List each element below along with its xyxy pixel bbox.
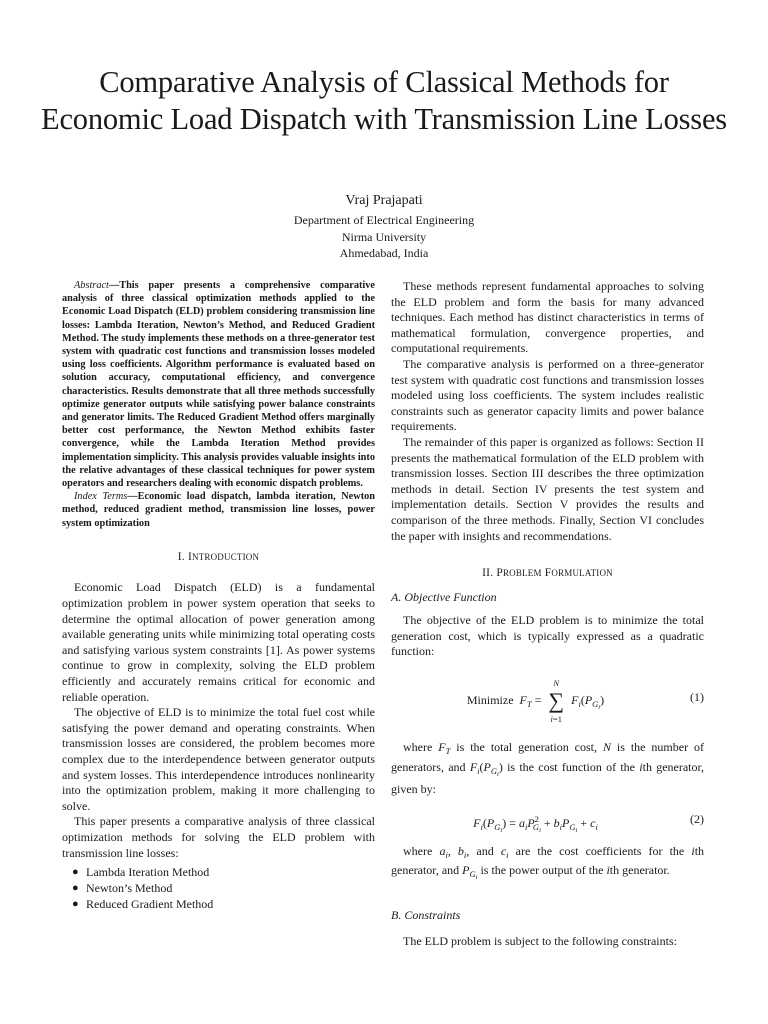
abstract-lead: Abstract bbox=[74, 280, 109, 291]
intro-paragraph-2: The objective of ELD is to minimize the total fuel cost while satisfying the power demand and operating constraints. When transmission losses are considered, the problem becomes more complex due to the interdependence between generator outputs and system losses. This interdependence introduces nonlinearity into the optimization problem, making it more challenging to solve. bbox=[62, 705, 375, 813]
equation-2-explanation: where $a_i$, $b_i$, and $c_i$ are the cost coefficients for the ith generator, and $P_{G_i}$ is the power output of the ith generator. bbox=[391, 843, 705, 882]
objective-paragraph: The objective of the ELD problem is to minimize the total generation cost, which is typically expressed as a quadratic function: bbox=[391, 613, 704, 659]
author-block bbox=[0, 190, 768, 262]
intro-paragraph-1: Economic Load Dispatch (ELD) is a fundamental optimization problem in power system operation that seeks to determine the optimal allocation of power generation among available generating units while minimizing total operating costs and satisfying various system constraints [1]. As power systems continue to grow in complexity, solving the ELD problem efficiently and accurately remains critical for economic and reliable operation. bbox=[62, 580, 375, 704]
author-department: Department of Electrical Engineering bbox=[293, 213, 475, 227]
author-name: Vraj Prajapati bbox=[345, 193, 423, 208]
summation-icon: ∑ N i=1 bbox=[548, 678, 565, 725]
bullet-icon: ● bbox=[72, 897, 79, 910]
list-item: ● Newton’s Method bbox=[72, 880, 173, 895]
equation-1-number: (1) bbox=[690, 690, 704, 705]
section-heading-problem-formulation: II. PROBLEM FORMULATION bbox=[482, 567, 613, 580]
subsection-constraints: B. Constraints bbox=[391, 908, 461, 923]
equation-2-number: (2) bbox=[690, 811, 704, 826]
left-column bbox=[62, 279, 375, 913]
right-paragraph-1: These methods represent fundamental approaches to solving the ELD problem and form the basis for many advanced techniques. Each method has distinct characteristics in terms of mathematical formulation, convergence properties, and computational requirements. bbox=[391, 279, 704, 356]
author-university: Nirma University bbox=[341, 229, 427, 244]
equation-1-explanation: where $F_T$ is the total generation cost, N is the number of generators, and $F_i(P_{G_i})$ is the cost function of the ith generator, given by: bbox=[391, 740, 705, 797]
abstract bbox=[62, 279, 375, 490]
equation-1 bbox=[391, 678, 704, 734]
methods-list bbox=[62, 865, 375, 912]
index-terms bbox=[62, 490, 375, 530]
paper-title: Comparative Analysis of Classical Methods for Economic Load Dispatch with Transmission Line Losses bbox=[41, 65, 727, 136]
index-terms-lead: Index Terms bbox=[74, 491, 128, 503]
list-item: ● Reduced Gradient Method bbox=[72, 896, 214, 911]
constraints-paragraph: The ELD problem is subject to the following constraints: bbox=[403, 933, 677, 948]
index-terms-body: —Economic load dispatch, lambda iteration, Newton method, reduced gradient method, transmission line losses, power system optimization bbox=[62, 491, 375, 529]
bullet-icon: ● bbox=[72, 866, 79, 879]
subsection-objective-function: A. Objective Function bbox=[391, 589, 497, 604]
right-paragraph-3: The remainder of this paper is organized as follows: Section II presents the mathematical formulation of the ELD problem with transmission losses. Section III describes the three optimization methods in detail. Section IV presents the test system and implementation details. Section V provides the results and comparison of the three methods. Finally, Section VI concludes the paper with insights and recommendations. bbox=[391, 434, 704, 543]
equation-2-body: $F_i(P_{G_i}) = a_iP^2_{G_i} + b_iP_{G_i} + c_i$ bbox=[473, 813, 598, 834]
abstract-body: —This paper presents a comprehensive comparative analysis of three classical optimization methods applied to the Economic Load Dispatch (ELD) problem considering transmission line losses: Lambda Iteration, Newton’s Method, and Reduced Gradient Method. The study implements these methods on a three-generator test system with quadratic cost functions and transmission losses modeled using loss coefficients. Algorithm performance is evaluated based on solution accuracy, computational efficiency, and convergence characteristics. Results demonstrate that all three methods successfully optimize generator outputs while satisfying power balance constraints and generator limits. The Reduced Gradient Method offers marginally better cost performance, the Newton Method exhibits faster convergence, while the Lambda Iteration Method provides implementation simplicity. This analysis provides valuable insights into the relative advantages of these classical techniques for power system operators and researchers dealing with economic dispatch problems. bbox=[62, 280, 375, 490]
list-item: ● Lambda Iteration Method bbox=[72, 865, 210, 880]
author-location: Ahmedabad, India bbox=[339, 246, 429, 260]
bullet-icon: ● bbox=[72, 881, 79, 894]
right-paragraph-2: The comparative analysis is performed on a three-generator test system with quadratic cost functions and transmission losses modeled using loss coefficients. The system includes realistic constraints such as generator capacity limits and power balance requirements. bbox=[391, 356, 704, 434]
equation-1-body: Minimize $F_T$ = ∑ N i=1 $F_i(P_{G_i})$ bbox=[466, 678, 605, 725]
equation-2 bbox=[391, 812, 704, 840]
intro-paragraph-3: This paper presents a comparative analysis of three classical optimization methods for solving the ELD problem with transmission line losses: bbox=[62, 814, 375, 860]
right-column bbox=[391, 279, 704, 949]
section-heading-introduction: I. INTRODUCTION bbox=[177, 550, 260, 563]
